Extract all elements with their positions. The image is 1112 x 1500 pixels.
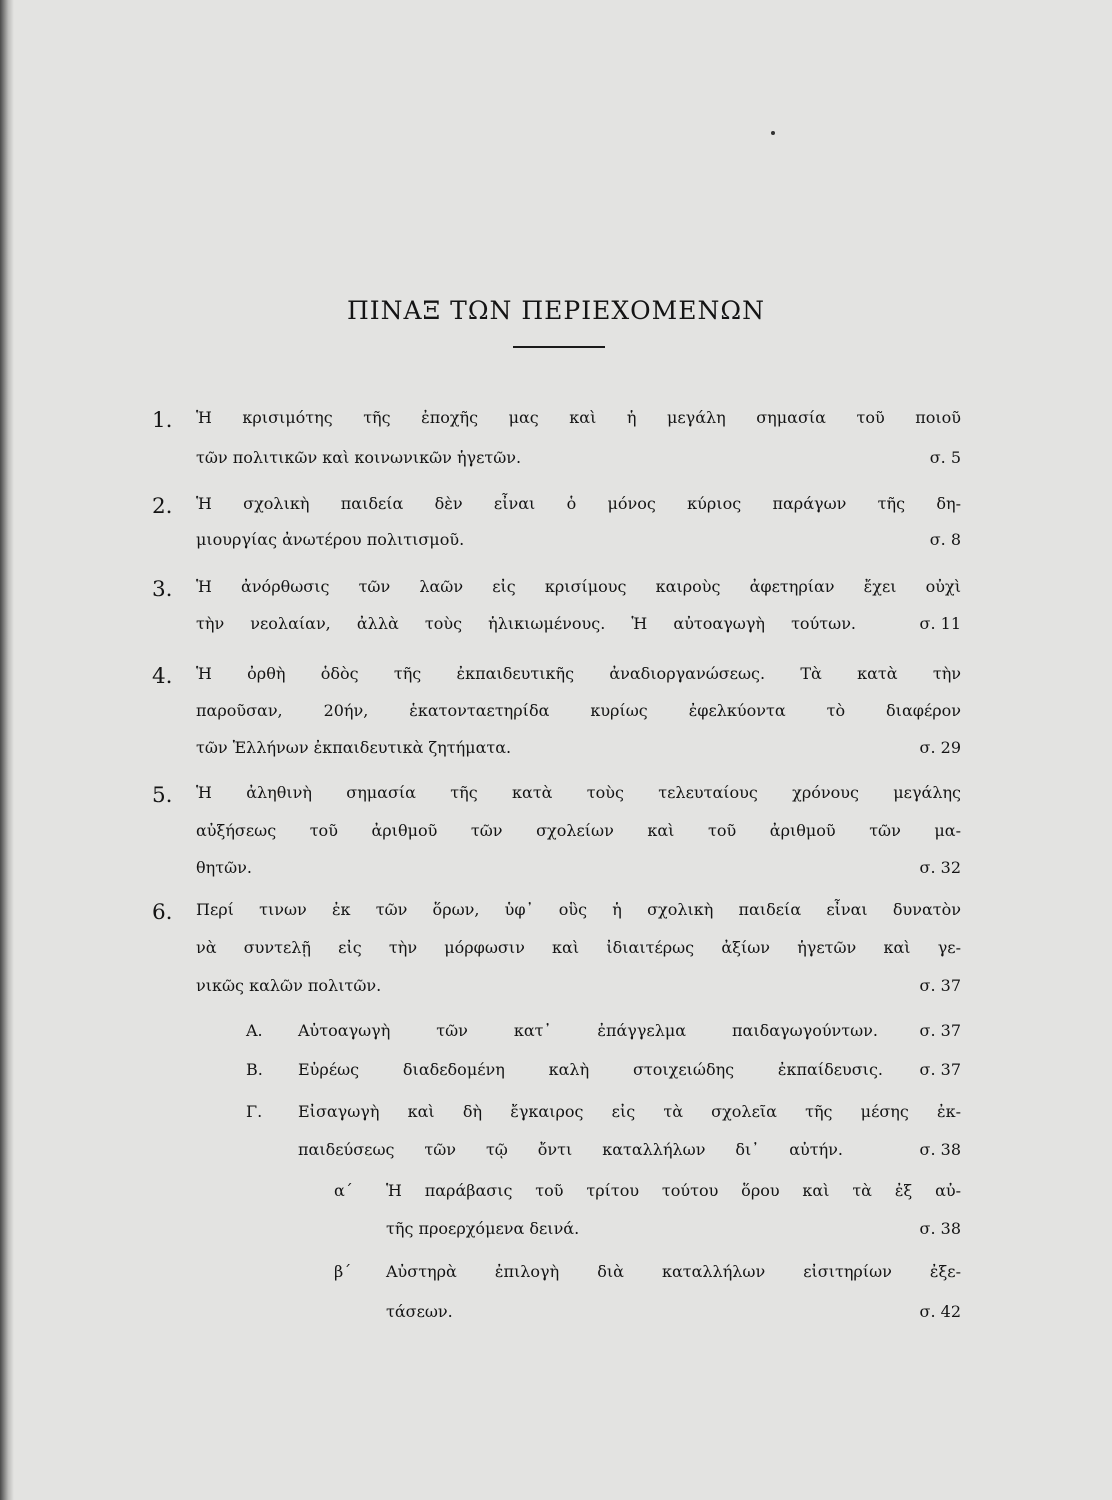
entry-number: 1. [152,408,173,433]
entry-line: νικῶς καλῶν πολιτῶν. [196,976,382,995]
subsubentry-line: Ἡ παράβασις τοῦ τρίτου τούτου ὅρου καὶ τὰ ἐξ αὐ- [386,1181,961,1200]
subentry-line: παιδεύσεως τῶν τῷ ὄντι καταλλήλων δι᾽ αὐτήν. [298,1140,843,1159]
page-edge-shadow [0,0,14,1500]
subsubentry-line: τῆς προερχόμενα δεινά. [386,1219,580,1238]
page-reference: σ. 37 [919,1060,961,1079]
entry-number: 2. [152,494,173,519]
entry-line: αὐξήσεως τοῦ ἀριθμοῦ τῶν σχολείων καὶ τοῦ ἀριθμοῦ τῶν μα- [196,821,961,840]
subentry-label: Α. [246,1021,263,1040]
entry-number: 6. [152,900,173,925]
entry-line: Περί τινων ἐκ τῶν ὅρων, ὑφ᾽ οὓς ἡ σχολικὴ παιδεία εἶναι δυνατὸν [196,900,961,919]
entry-line: παροῦσαν, 20ήν, ἑκατονταετηρίδα κυρίως ἐφελκύοντα τὸ διαφέρον [196,701,961,720]
entry-number: 3. [152,577,173,602]
entry-line: Ἡ ὀρθὴ ὁδὸς τῆς ἐκπαιδευτικῆς ἀναδιοργανώσεως. Τὰ κατὰ τὴν [196,664,961,683]
ink-speck [771,131,775,135]
subsubentry-label: α΄ [334,1181,353,1200]
entry-line: νὰ συντελῇ εἰς τὴν μόρφωσιν καὶ ἰδιαιτέρως ἀξίων ἡγετῶν καὶ γε- [196,938,961,957]
entry-line: τῶν Ἑλλήνων ἐκπαιδευτικὰ ζητήματα. [196,738,512,757]
subentry-line: Αὐτοαγωγὴ τῶν κατ᾽ ἐπάγγελμα παιδαγωγούντων. [298,1021,878,1040]
entry-line: τῶν πολιτικῶν καὶ κοινωνικῶν ἡγετῶν. [196,448,522,467]
page-reference: σ. 38 [919,1219,961,1238]
entry-line: Ἡ ἀνόρθωσις τῶν λαῶν εἰς κρισίμους καιροὺς ἀφετηρίαν ἔχει οὐχὶ [196,577,961,596]
page-reference: σ. 5 [929,448,961,467]
page-reference: σ. 42 [919,1302,961,1321]
page-reference: σ. 29 [919,738,961,757]
subentry-line: Εὐρέως διαδεδομένη καλὴ στοιχειώδης ἐκπαίδευσις. [298,1060,883,1079]
entry-line: τὴν νεολαίαν, ἀλλὰ τοὺς ἡλικιωμένους. Ἡ αὐτοαγωγὴ τούτων. [196,614,856,633]
page-reference: σ. 37 [919,1021,961,1040]
title-rule [513,346,605,348]
page-reference: σ. 32 [919,858,961,877]
page-reference: σ. 8 [929,530,961,549]
page-reference: σ. 37 [919,976,961,995]
entry-line: θητῶν. [196,858,252,877]
page-reference: σ. 38 [919,1140,961,1159]
subentry-line: Εἰσαγωγὴ καὶ δὴ ἔγκαιρος εἰς τὰ σχολεῖα τῆς μέσης ἐκ- [298,1102,961,1121]
subsubentry-line: Αὐστηρὰ ἐπιλογὴ διὰ καταλλήλων εἰσιτηρίων ἐξε- [386,1262,961,1281]
subentry-label: Γ. [246,1102,263,1121]
entry-line: Ἡ σχολικὴ παιδεία δὲν εἶναι ὁ μόνος κύριος παράγων τῆς δη- [196,494,961,513]
page-title: ΠΙΝΑΞ ΤΩΝ ΠΕΡΙΕΧΟΜΕΝΩΝ [347,296,765,325]
page-reference: σ. 11 [919,614,961,633]
entry-line: Ἡ κρισιμότης τῆς ἐποχῆς μας καὶ ἡ μεγάλη σημασία τοῦ ποιοῦ [196,408,961,427]
subsubentry-label: β΄ [334,1262,352,1281]
entry-line: μιουργίας ἀνωτέρου πολιτισμοῦ. [196,530,465,549]
subentry-label: Β. [246,1060,263,1079]
subsubentry-line: τάσεων. [386,1302,453,1321]
entry-line: Ἡ ἀληθινὴ σημασία τῆς κατὰ τοὺς τελευταίους χρόνους μεγάλης [196,783,961,802]
entry-number: 5. [152,783,173,808]
entry-number: 4. [152,664,173,689]
